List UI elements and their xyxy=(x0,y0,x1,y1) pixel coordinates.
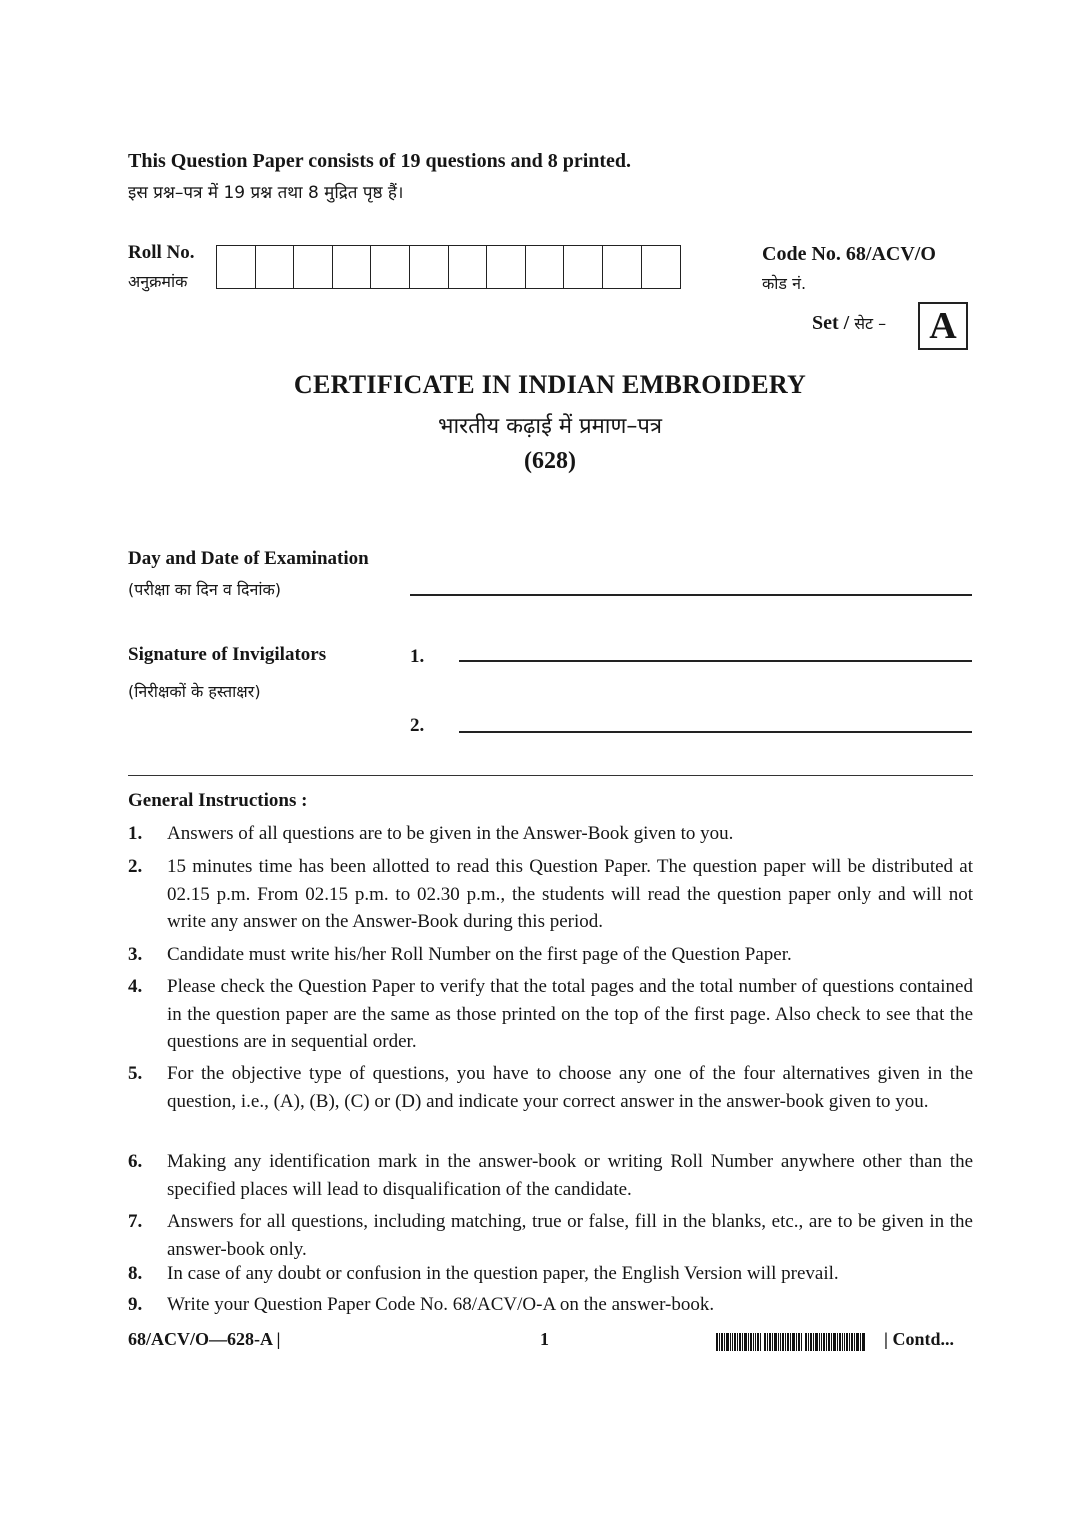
roll-digit-box[interactable] xyxy=(410,246,449,288)
course-code: (628) xyxy=(524,448,576,474)
instruction-number: 9. xyxy=(128,1294,143,1315)
instruction-text: Write your Question Paper Code No. 68/ACV/O-A on the answer-book. xyxy=(167,1294,715,1315)
instruction-text: Making any identification mark in the answer-book or writing Roll Number anywhere other than the specified places will lead to disqualification of the candidate. xyxy=(167,1151,973,1200)
roll-digit-box[interactable] xyxy=(217,246,256,288)
instruction-item xyxy=(128,1291,973,1319)
course-title-hindi: भारतीय कढ़ाई में प्रमाण–पत्र xyxy=(438,414,662,439)
code-number-hindi: कोड नं. xyxy=(762,274,807,293)
invigilator-signature-label: Signature of Invigilators xyxy=(128,644,327,665)
roll-digit-box[interactable] xyxy=(603,246,642,288)
instruction-number: 5. xyxy=(128,1063,143,1084)
instruction-item xyxy=(128,820,973,848)
paper-info-english: This Question Paper consists of 19 questions and 8 printed. xyxy=(128,150,632,172)
instruction-number: 8. xyxy=(128,1263,143,1284)
exam-date-label: Day and Date of Examination xyxy=(128,548,369,569)
set-label xyxy=(812,312,886,335)
instruction-text: Answers of all questions are to be given in the Answer-Book given to you. xyxy=(167,823,734,844)
set-value-box: A xyxy=(918,302,968,350)
instruction-item xyxy=(128,853,973,936)
instruction-item xyxy=(128,1208,973,1263)
roll-number-label: Roll No. xyxy=(128,242,195,263)
section-divider xyxy=(128,775,973,776)
roll-digit-box[interactable] xyxy=(256,246,295,288)
exam-date-label-hindi: (परीक्षा का दिन व दिनांक) xyxy=(128,580,282,599)
instruction-item xyxy=(128,941,973,969)
continued-label: | Contd... xyxy=(884,1329,954,1349)
page-number: 1 xyxy=(540,1329,549,1349)
instruction-text: Please check the Question Paper to verify that the total pages and the total number of questions contained in the question paper are the same as those printed on the top of the first page. Also check to see that the questions are in sequential order. xyxy=(167,976,973,1052)
instruction-number: 6. xyxy=(128,1151,143,1172)
instruction-text: In case of any doubt or confusion in the question paper, the English Version will prevail. xyxy=(167,1263,839,1284)
footer-paper-code: 68/ACV/O—628-A | xyxy=(128,1329,281,1349)
signature-number-2: 2. xyxy=(410,715,425,736)
code-number: Code No. 68/ACV/O xyxy=(762,243,936,265)
paper-info-hindi: इस प्रश्न–पत्र में 19 प्रश्न तथा 8 मुद्रित पृष्ठ हैं। xyxy=(128,183,404,203)
instruction-item xyxy=(128,1260,973,1288)
instruction-number: 3. xyxy=(128,944,143,965)
exam-date-line[interactable] xyxy=(410,594,972,596)
roll-digit-box[interactable] xyxy=(294,246,333,288)
instruction-number: 2. xyxy=(128,856,143,877)
roll-digit-box[interactable] xyxy=(449,246,488,288)
roll-digit-box[interactable] xyxy=(642,246,681,288)
instruction-text: For the objective type of questions, you have to choose any one of the four alternatives given in the question, i.e., (A), (B), (C) or (D) and indicate your correct answer in the answer-book given to you. xyxy=(167,1063,973,1112)
signature-number-1: 1. xyxy=(410,646,425,667)
invigilator-signature-label-hindi: (निरीक्षकों के हस्ताक्षर) xyxy=(128,682,261,701)
instruction-text: 15 minutes time has been allotted to read this Question Paper. The question paper will be distributed at 02.15 p.m. From 02.15 p.m. to 02.30 p.m., the students will read the question paper only and will not write any answer on the Answer-Book during this period. xyxy=(167,856,973,932)
signature-line-1[interactable] xyxy=(459,660,972,662)
instruction-item xyxy=(128,973,973,1056)
instruction-item xyxy=(128,1148,973,1203)
instruction-text: Answers for all questions, including matching, true or false, fill in the blanks, etc., are to be given in the answer-book only. xyxy=(167,1211,973,1260)
instructions-heading: General Instructions : xyxy=(128,790,308,811)
instruction-item xyxy=(128,1060,973,1115)
roll-digit-box[interactable] xyxy=(371,246,410,288)
set-label-english: Set / xyxy=(812,312,850,334)
set-label-hindi: सेट – xyxy=(854,314,887,333)
instruction-text: Candidate must write his/her Roll Number on the first page of the Question Paper. xyxy=(167,944,792,965)
roll-number-boxes[interactable] xyxy=(216,245,681,289)
roll-digit-box[interactable] xyxy=(526,246,565,288)
roll-digit-box[interactable] xyxy=(333,246,372,288)
barcode xyxy=(716,1333,866,1351)
signature-line-2[interactable] xyxy=(459,731,972,733)
instruction-number: 1. xyxy=(128,823,143,844)
roll-number-label-hindi: अनुक्रमांक xyxy=(128,272,188,291)
instruction-number: 4. xyxy=(128,976,143,997)
course-title: CERTIFICATE IN INDIAN EMBROIDERY xyxy=(293,370,807,399)
roll-digit-box[interactable] xyxy=(564,246,603,288)
roll-digit-box[interactable] xyxy=(487,246,526,288)
instruction-number: 7. xyxy=(128,1211,143,1232)
